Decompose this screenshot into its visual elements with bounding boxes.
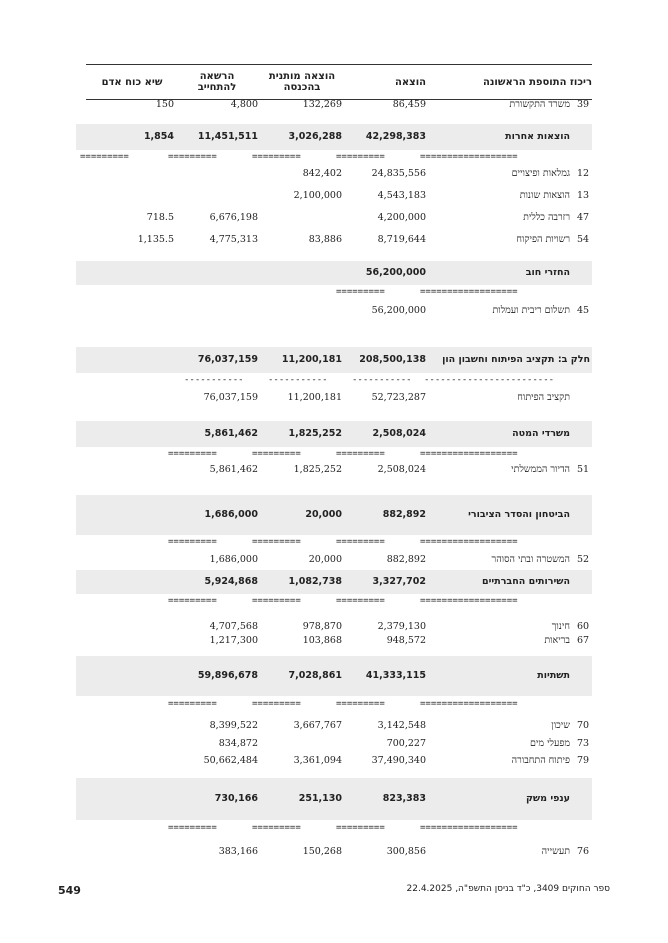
separator: ========= — [336, 287, 385, 297]
section-title: הביטחון והסדר הציבורי — [468, 509, 570, 520]
row-name: הדיור הממשלתי — [511, 464, 570, 475]
table-row — [76, 391, 592, 405]
conditional-value: 83,886 — [308, 234, 342, 245]
row-number: 54 — [576, 234, 590, 245]
table-row — [76, 167, 592, 181]
expense-total: 882,892 — [382, 509, 426, 520]
expense-value: 2,379,130 — [377, 621, 426, 632]
header-col-expense: הוצאה — [395, 76, 426, 88]
authorization-value: 4,775,313 — [209, 234, 258, 245]
authorization-value: 8,399,522 — [209, 720, 258, 731]
authorization-value: 1,217,300 — [209, 635, 258, 646]
separator: ========= — [336, 449, 385, 459]
authorization-value: 76,037,159 — [203, 392, 258, 403]
row-name: שיכון — [551, 720, 570, 731]
expense-total: 41,333,115 — [365, 670, 426, 681]
authorization-value: 50,662,484 — [203, 755, 258, 766]
row-number: 76 — [576, 846, 590, 857]
separator: ========= — [168, 699, 217, 709]
separator: ========= — [336, 699, 385, 709]
section-row — [76, 508, 592, 522]
row-number: 79 — [576, 755, 590, 766]
section-row — [76, 266, 592, 280]
expense-value: 700,227 — [386, 738, 426, 749]
separator: ========= — [336, 152, 385, 162]
conditional-value: 132,269 — [302, 99, 342, 110]
authorization-value: 6,676,198 — [209, 212, 258, 223]
table-row — [76, 463, 592, 477]
row-number: 73 — [576, 738, 590, 749]
expense-total: 3,327,702 — [372, 576, 426, 587]
authorization-total: 5,924,868 — [204, 576, 258, 587]
table-row — [76, 620, 592, 634]
conditional-total: 20,000 — [305, 509, 342, 520]
expense-total: 42,298,383 — [365, 131, 426, 142]
row-number: 70 — [576, 720, 590, 731]
header-col-authorization: הרשאה להתחייב — [197, 71, 237, 93]
row-name: רשויות הפיקוח — [516, 234, 570, 245]
section-row — [76, 130, 592, 144]
table-row — [76, 189, 592, 203]
separator: ========= — [80, 152, 129, 162]
separator: ========= — [336, 596, 385, 606]
separator: ========= — [252, 537, 301, 547]
table-row — [76, 737, 592, 751]
manpower-value: 1,135.5 — [137, 234, 174, 245]
conditional-value: 978,870 — [302, 621, 342, 632]
table-row — [76, 304, 592, 318]
conditional-total: 7,028,861 — [288, 670, 342, 681]
row-number: 60 — [576, 621, 590, 632]
separator: ================== — [420, 287, 518, 297]
row-name: תעשייה — [541, 846, 570, 857]
table-row — [76, 553, 592, 567]
expense-total: 823,383 — [382, 793, 426, 804]
row-number: 13 — [576, 190, 590, 201]
authorization-value: 834,872 — [218, 738, 258, 749]
expense-value: 52,723,287 — [371, 392, 426, 403]
conditional-value: 2,100,000 — [293, 190, 342, 201]
section-row — [76, 575, 592, 589]
section-title: הוצאות אחרות — [505, 131, 570, 142]
separator: ================== — [420, 449, 518, 459]
separator: ========= — [336, 823, 385, 833]
section-row — [76, 792, 592, 806]
expense-value: 948,572 — [386, 635, 426, 646]
row-name: רזרבה כללית — [523, 212, 570, 223]
conditional-value: 11,200,181 — [287, 392, 342, 403]
row-number: 45 — [576, 305, 590, 316]
expense-value: 86,459 — [392, 99, 426, 110]
row-name: פיתוח התחבורה — [511, 755, 570, 766]
expense-value: 4,543,183 — [377, 190, 426, 201]
section-band — [76, 261, 592, 285]
separator: ========= — [252, 152, 301, 162]
page-number: 549 — [58, 884, 81, 897]
separator: ========= — [252, 449, 301, 459]
table-row — [76, 211, 592, 225]
expense-value: 3,142,548 — [377, 720, 426, 731]
section-band — [76, 124, 592, 150]
table-row — [76, 719, 592, 733]
conditional-value: 150,268 — [302, 846, 342, 857]
expense-value: 4,200,000 — [377, 212, 426, 223]
row-name: חינוך — [551, 621, 570, 632]
section-band — [76, 656, 592, 696]
part-b-title: חלק ב: תקציב הפיתוח וחשבון הון — [442, 354, 590, 365]
expense-total: 208,500,138 — [359, 354, 426, 365]
publication-line: ספר החוקים 3409, כ"ד בניסן התשפ"ה, 22.4.2025 — [406, 884, 610, 894]
authorization-value: 4,707,568 — [209, 621, 258, 632]
expense-value: 56,200,000 — [371, 305, 426, 316]
authorization-total: 76,037,159 — [197, 354, 258, 365]
table-row — [76, 845, 592, 859]
separator: ----------- — [184, 375, 244, 385]
section-title: תשתיות — [537, 670, 570, 681]
separator: ========= — [168, 537, 217, 547]
separator: ========= — [252, 699, 301, 709]
section-band — [76, 570, 592, 594]
section-row — [76, 669, 592, 683]
manpower-total: 1,854 — [143, 131, 174, 142]
expense-value: 24,835,556 — [371, 168, 426, 179]
authorization-total: 11,451,511 — [197, 131, 258, 142]
row-number: 51 — [576, 464, 590, 475]
expense-total: 56,200,000 — [365, 267, 426, 278]
conditional-total: 251,130 — [298, 793, 342, 804]
row-name: גמלאות ופיצויים — [511, 168, 570, 179]
manpower-value: 718.5 — [146, 212, 174, 223]
authorization-value: 5,861,462 — [209, 464, 258, 475]
table-row — [76, 754, 592, 768]
authorization-total: 730,166 — [214, 793, 258, 804]
section-row — [76, 427, 592, 441]
separator: ================== — [420, 699, 518, 709]
section-band — [76, 495, 592, 535]
row-name: מפעלי מים — [530, 738, 570, 749]
table-row — [76, 233, 592, 247]
header-col-summary: ריכוז התוספת הראשונה — [483, 76, 592, 88]
expense-value: 300,856 — [386, 846, 426, 857]
section-row — [76, 353, 592, 367]
row-number: 12 — [576, 168, 590, 179]
table-row — [76, 634, 592, 648]
separator: ================== — [420, 823, 518, 833]
conditional-total: 1,825,252 — [288, 428, 342, 439]
separator: ========= — [168, 596, 217, 606]
section-band — [76, 778, 592, 820]
conditional-total: 11,200,181 — [281, 354, 342, 365]
conditional-value: 103,868 — [302, 635, 342, 646]
separator: ========= — [336, 537, 385, 547]
expense-value: 882,892 — [386, 554, 426, 565]
separator: ----------- — [268, 375, 328, 385]
conditional-total: 3,026,288 — [288, 131, 342, 142]
separator: ------------------------ — [424, 375, 555, 385]
part-b-band — [76, 347, 592, 373]
separator: ========= — [252, 823, 301, 833]
conditional-value: 3,361,094 — [293, 755, 342, 766]
row-name: הוצאות שונות — [519, 190, 570, 201]
row-name: המשטרה ובתי הסוהר — [491, 554, 570, 565]
section-title: החזרי חוב — [525, 267, 570, 278]
separator: ================== — [420, 152, 518, 162]
row-number: 47 — [576, 212, 590, 223]
conditional-value: 842,402 — [302, 168, 342, 179]
row-name: משרד התקשורת — [509, 99, 570, 110]
header-col-manpower: שיא כוח אדם — [101, 76, 163, 88]
separator: ================== — [420, 537, 518, 547]
authorization-value: 1,686,000 — [209, 554, 258, 565]
conditional-total: 1,082,738 — [288, 576, 342, 587]
row-number: 67 — [576, 635, 590, 646]
row-number: 52 — [576, 554, 590, 565]
section-band — [76, 421, 592, 447]
expense-total: 2,508,024 — [372, 428, 426, 439]
authorization-total: 5,861,462 — [204, 428, 258, 439]
separator: ========= — [168, 823, 217, 833]
separator: ========= — [168, 449, 217, 459]
authorization-total: 59,896,678 — [197, 670, 258, 681]
authorization-total: 1,686,000 — [204, 509, 258, 520]
manpower-value: 150 — [155, 99, 174, 110]
table-row — [76, 98, 592, 112]
expense-value: 37,490,340 — [371, 755, 426, 766]
separator: ----------- — [352, 375, 412, 385]
conditional-value: 20,000 — [308, 554, 342, 565]
row-name: בריאות — [544, 635, 570, 646]
row-number: 39 — [576, 99, 590, 110]
row-name: תשלום ריבית ועמלות — [492, 305, 570, 316]
conditional-value: 1,825,252 — [293, 464, 342, 475]
conditional-value: 3,667,767 — [293, 720, 342, 731]
expense-value: 2,508,024 — [377, 464, 426, 475]
separator: ================== — [420, 596, 518, 606]
separator: ========= — [252, 596, 301, 606]
section-title: השירותים החברתיים — [482, 576, 570, 587]
row-name: תקציב הפיתוח — [517, 392, 570, 403]
section-title: ענפי משק — [525, 793, 570, 804]
header-col-conditional: הוצאה מותנית בהכנסה — [268, 71, 336, 93]
table-header — [86, 64, 592, 100]
expense-value: 8,719,644 — [377, 234, 426, 245]
authorization-value: 4,800 — [230, 99, 258, 110]
separator: ========= — [168, 152, 217, 162]
section-title: משרדי המטה — [512, 428, 570, 439]
authorization-value: 383,166 — [218, 846, 258, 857]
